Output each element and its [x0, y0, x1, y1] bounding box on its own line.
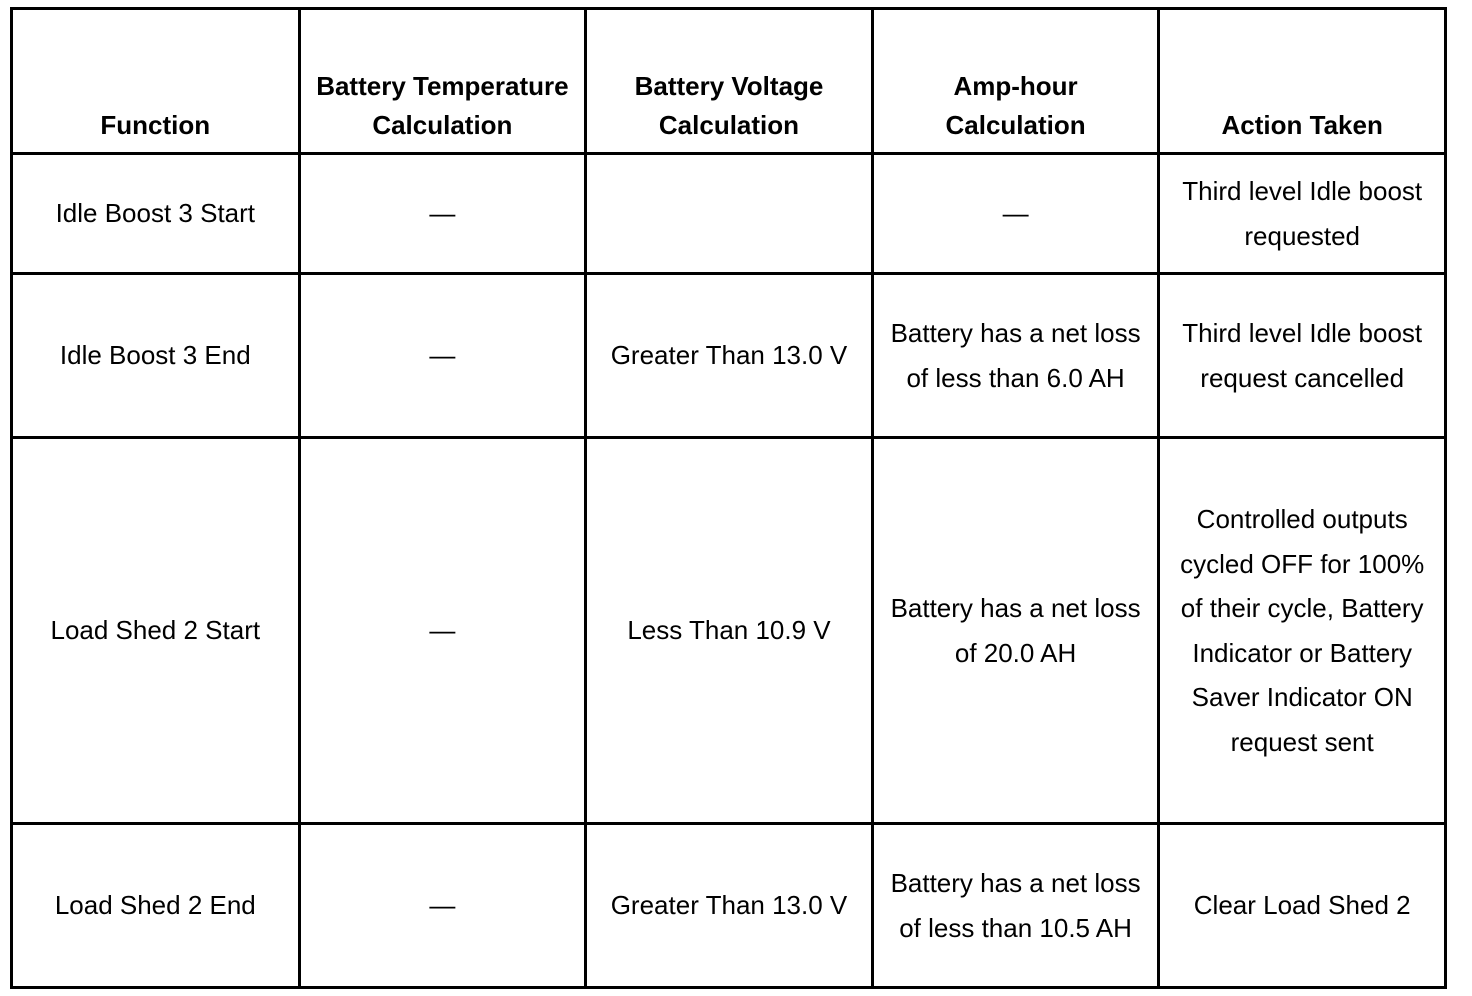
header-battery-temperature: Battery Temperature Calculation: [299, 9, 586, 154]
cell-amp-hour: Battery has a net loss of 20.0 AH: [872, 438, 1159, 824]
cell-action: Clear Load Shed 2: [1159, 824, 1446, 988]
cell-action: Third level Idle boost requested: [1159, 154, 1446, 274]
cell-temperature: —: [299, 274, 586, 438]
cell-action: Third level Idle boost request cancelled: [1159, 274, 1446, 438]
header-battery-voltage: Battery Voltage Calculation: [586, 9, 873, 154]
cell-voltage: [586, 154, 873, 274]
cell-amp-hour: Battery has a net loss of less than 10.5 AH: [872, 824, 1159, 988]
cell-function: Idle Boost 3 End: [12, 274, 300, 438]
table-row: [12, 274, 1446, 438]
cell-voltage: Greater Than 13.0 V: [586, 824, 873, 988]
cell-function: Load Shed 2 End: [12, 824, 300, 988]
cell-voltage: Greater Than 13.0 V: [586, 274, 873, 438]
cell-amp-hour: —: [872, 154, 1159, 274]
cell-temperature: —: [299, 824, 586, 988]
header-function: Function: [12, 9, 300, 154]
table-row: [12, 154, 1446, 274]
cell-amp-hour: Battery has a net loss of less than 6.0 AH: [872, 274, 1159, 438]
table-header-row: [12, 9, 1446, 154]
cell-temperature: —: [299, 154, 586, 274]
header-amp-hour: Amp-hour Calculation: [872, 9, 1159, 154]
cell-voltage: Less Than 10.9 V: [586, 438, 873, 824]
header-action-taken: Action Taken: [1159, 9, 1446, 154]
table-row: [12, 438, 1446, 824]
battery-function-table: [10, 7, 1447, 989]
cell-function: Idle Boost 3 Start: [12, 154, 300, 274]
cell-function: Load Shed 2 Start: [12, 438, 300, 824]
cell-temperature: —: [299, 438, 586, 824]
cell-action: Controlled outputs cycled OFF for 100% of their cycle, Battery Indicator or Battery Saver Indicator ON request sent: [1159, 438, 1446, 824]
table-row: [12, 824, 1446, 988]
